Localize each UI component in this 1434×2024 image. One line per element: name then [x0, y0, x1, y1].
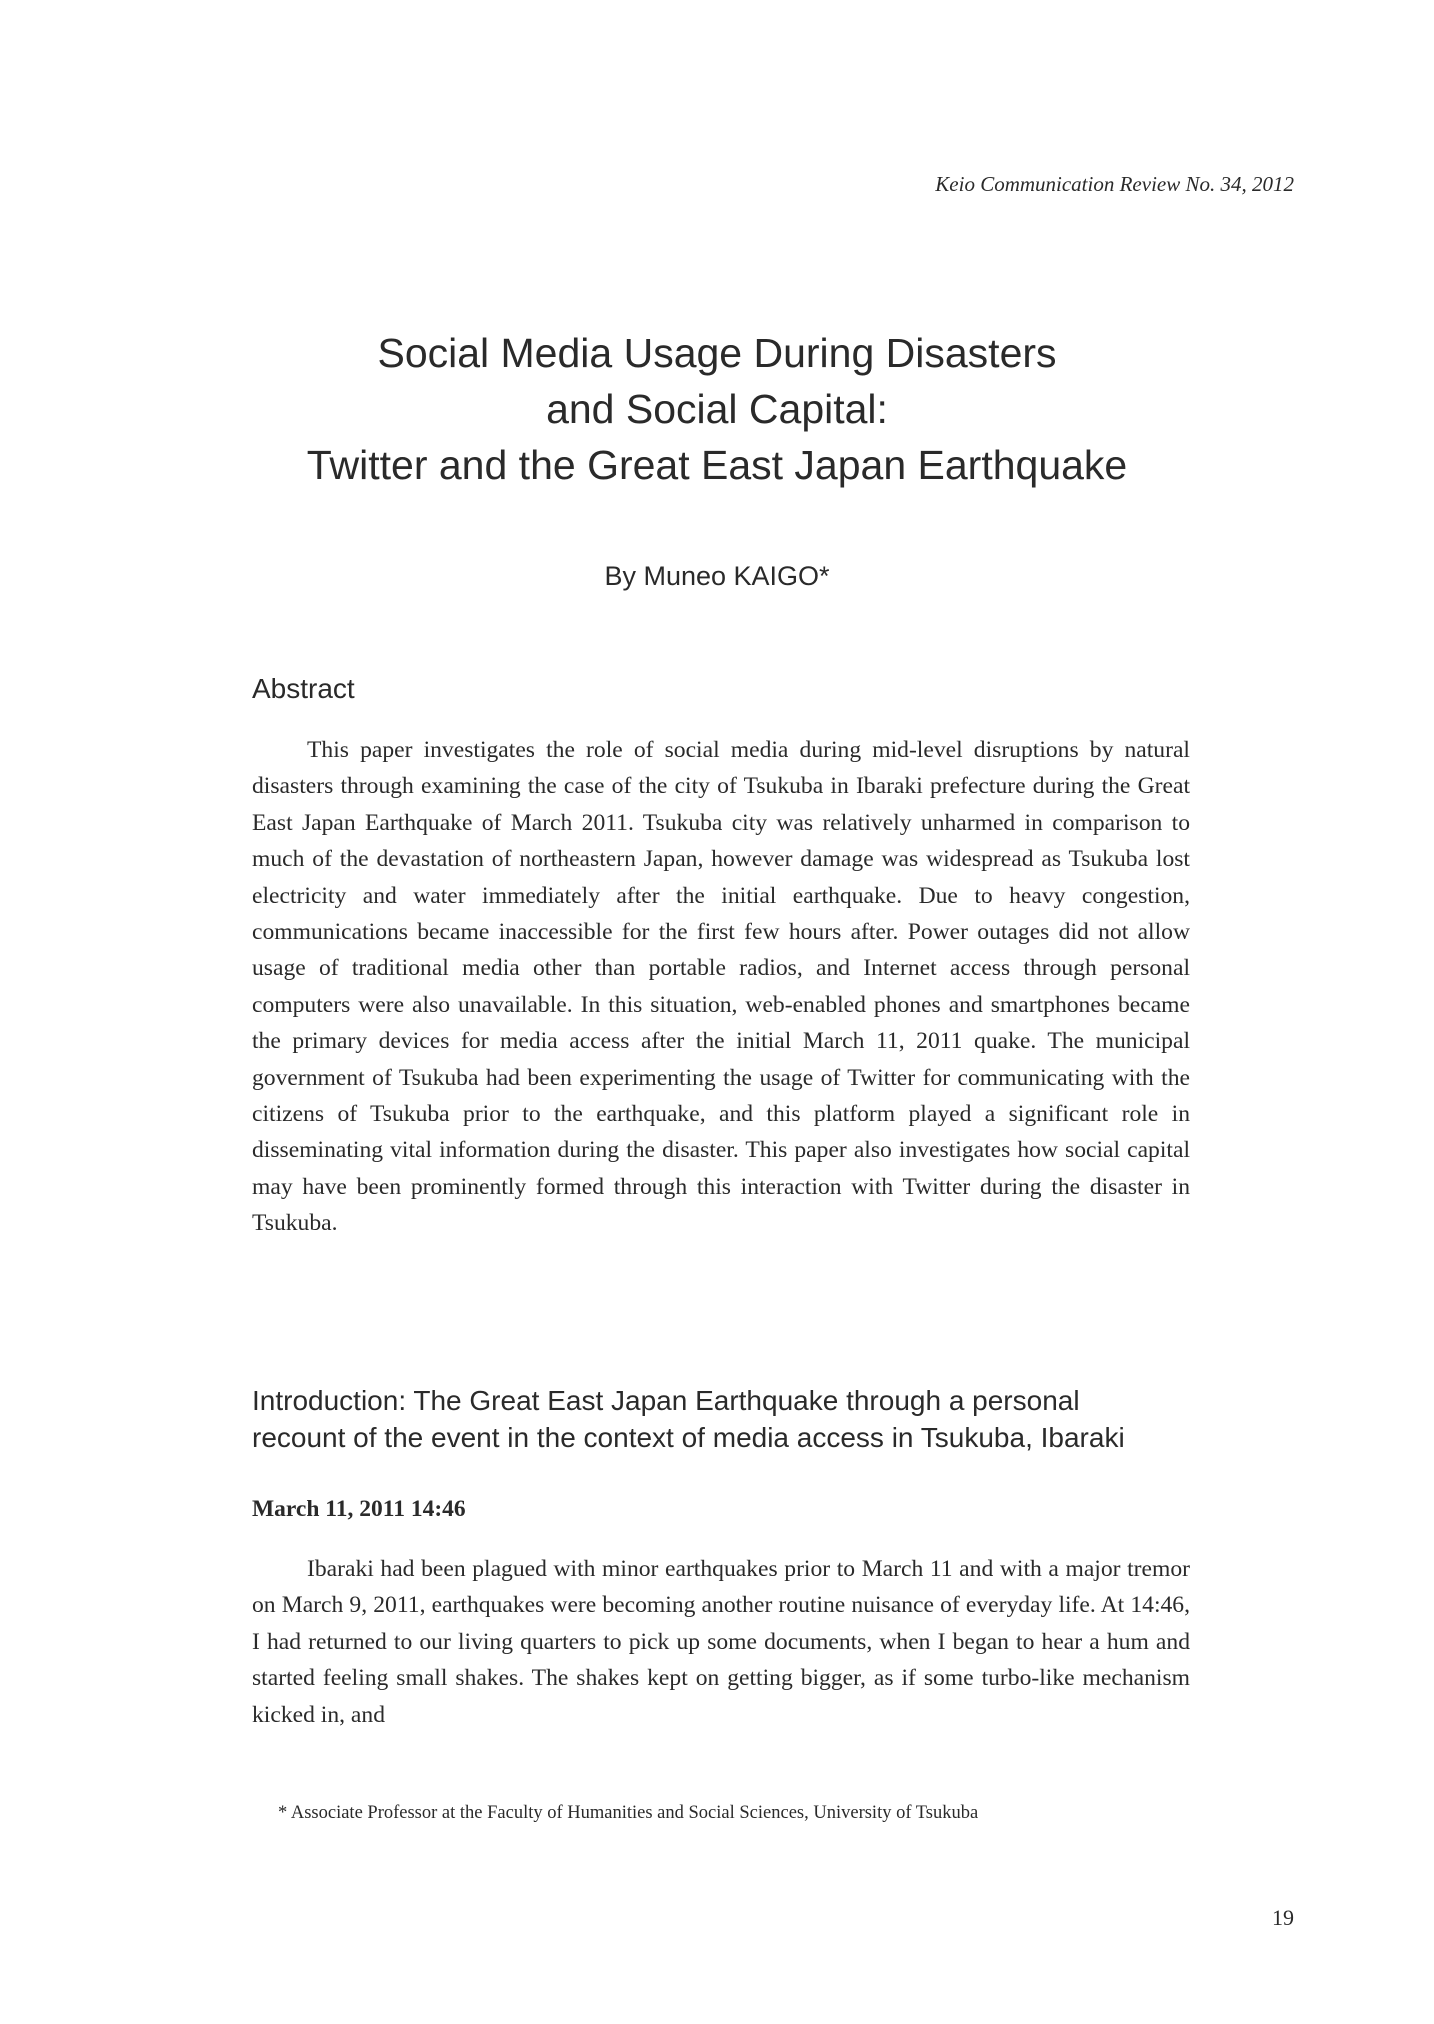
abstract-paragraph: This paper investigates the role of social media during mid-level disruptions by natural disasters through examining the case of the city of Tsukuba in Ibaraki prefecture during the Great East Japan Earthquake of March 2011. Tsukuba city was relatively unharmed in comparison to much of the devastation of northeastern Japan, however damage was widespread as Tsukuba lost electricity and water immediately after the initial earthquake. Due to heavy congestion, communications became inaccessible for the first few hours after. Power outages did not allow usage of traditional media other than portable radios, and Internet access through personal computers were also unavailable. In this situation, web-enabled phones and smartphones became the primary devices for media access after the initial March 11, 2011 quake. The municipal government of Tsukuba had been experimenting the usage of Twitter for communicating with the citizens of Tsukuba prior to the earthquake, and this platform played a significant role in disseminating vital information during the disaster. This paper also investigates how social capital may have been prominently formed through this interaction with Twitter during the disaster in Tsukuba.: [252, 737, 1190, 1237]
date-subheading: March 11, 2011 14:46: [252, 1496, 466, 1522]
introduction-heading: [252, 1382, 1125, 1456]
title-line: Social Media Usage During Disasters: [377, 330, 1057, 376]
title-line: and Social Capital:: [546, 386, 888, 432]
author-footnote: * Associate Professor at the Faculty of Humanities and Social Sciences, University of Tsukuba: [278, 1803, 979, 1823]
paper-title: [0, 325, 1434, 493]
introduction-paragraph: Ibaraki had been plagued with minor earthquakes prior to March 11 and with a major tremor on March 9, 2011, earthquakes were becoming another routine nuisance of everyday life. At 14:46, I had returned to our living quarters to pick up some documents, when I began to hear a hum and started feeling small shakes. The shakes kept on getting bigger, as if some turbo-like mechanism kicked in, and: [252, 1556, 1190, 1728]
author-byline: By Muneo KAIGO*: [604, 561, 830, 591]
abstract-heading: Abstract: [252, 673, 355, 704]
page-number: 19: [1272, 1905, 1294, 1930]
journal-header: Keio Communication Review No. 34, 2012: [935, 172, 1294, 196]
title-line: Twitter and the Great East Japan Earthquake: [306, 442, 1128, 488]
introduction-heading-line: Introduction: The Great East Japan Earthquake through a personal: [252, 1385, 1080, 1416]
introduction-heading-line: recount of the event in the context of media access in Tsukuba, Ibaraki: [252, 1422, 1125, 1453]
